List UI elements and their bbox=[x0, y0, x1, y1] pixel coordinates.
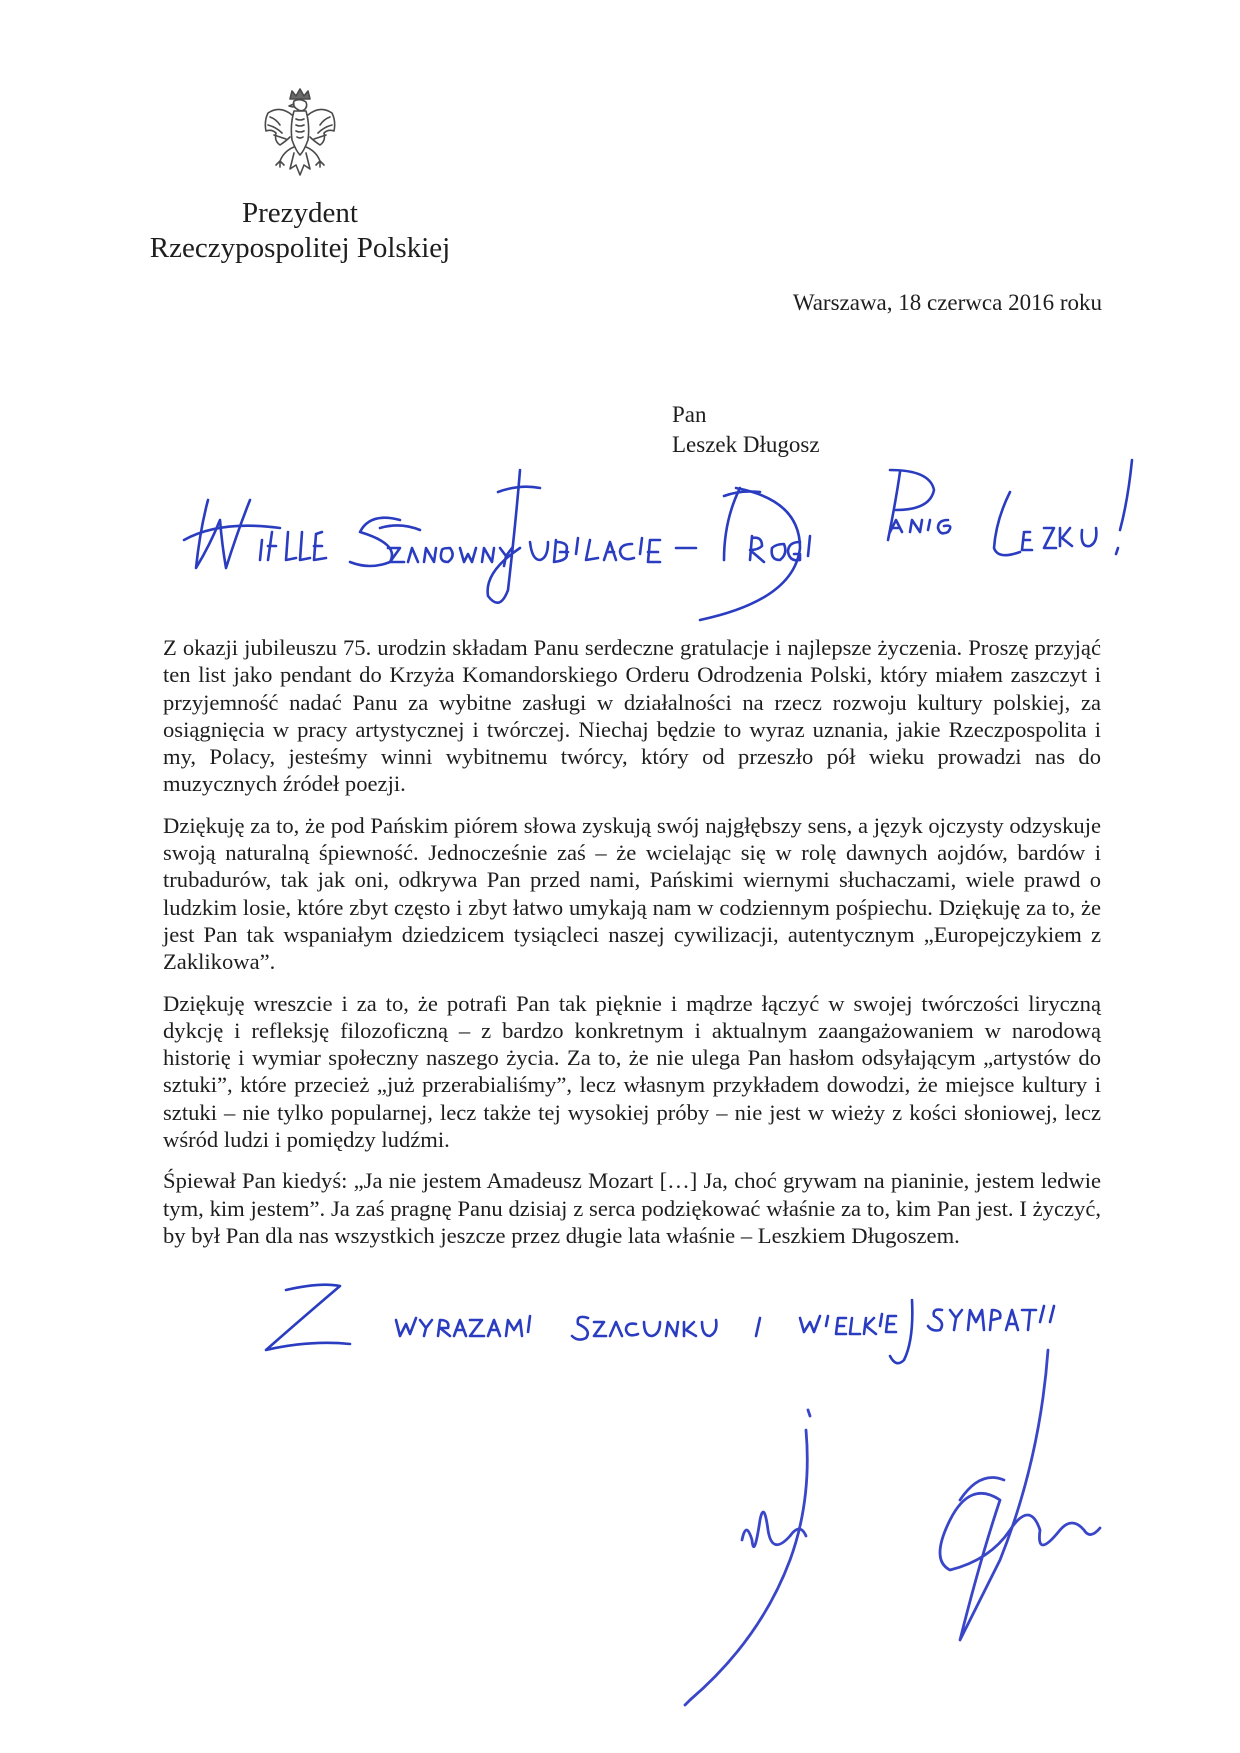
issuer-title: Prezydent bbox=[242, 197, 358, 229]
paragraph: Dziękuję za to, że pod Pańskim piórem słowa zyskują swój najgłębszy sens, a język ojczysty odzyskuje swoją naturalną śpiewność. Jednocześnie zaś – że wcielając się w rolę dawnych aojdów, bardów i trubadurów, tak jak oni, odkrywa Pan przed nami, Pańskimi wiernymi słuchaczami, wiele prawd o ludzkim losie, które zbyt często i zbyt łatwo umykają nam w codziennym pośpiechu. Dziękuję za to, że jest Pan tak wspaniałym dziedzicem tysiącleci naszej cywilizacji, autentycznym „Europejczykiem z Zaklikowa”. bbox=[163, 812, 1101, 975]
addressee-salutation: Pan bbox=[672, 402, 707, 427]
addressee bbox=[672, 400, 820, 460]
place-and-date: Warszawa, 18 czerwca 2016 roku bbox=[792, 290, 1102, 315]
issuer-heading bbox=[90, 196, 510, 266]
addressee-name: Leszek Długosz bbox=[672, 432, 820, 457]
issuer-country: Rzeczypospolitej Polskiej bbox=[149, 232, 451, 264]
paragraph: Dziękuję wreszcie i za to, że potrafi Pan tak pięknie i mądrze łączyć w swojej twórczości liryczną dykcję i refleksję filozoficzną – z bardzo konkretnym i aktualnym zaangażowaniem w narodową historię i wymiar społeczny naszego życia. Za to, że nie ulega Pan hasłom odsyłającym „artystów do sztuki”, które przecież „już przerabialiśmy”, lecz własnym przykładem dowodzi, że miejsce kultury i sztuki – nie tylko popularnej, lecz także tej wysokiej próby – nie jest w wieży z kości słoniowej, lecz wśród ludzi i pomiędzy ludźmi. bbox=[163, 990, 1101, 1153]
handwritten-greeting bbox=[0, 0, 1240, 640]
paragraph: Z okazji jubileuszu 75. urodzin składam Panu serdeczne gratulacje i najlepsze życzenia. Proszę przyjąć ten list jako pendant do Krzyża Komandorskiego Orderu Odrodzenia Polski, który miałem zaszczyt i przyjemność nadać Panu za wybitne zasługi w działalności na rzecz rozwoju kultury polskiej, za osiągnięcia w pracy artystycznej i twórczej. Niechaj będzie to wyraz uznania, jakie Rzeczpospolita i my, Polacy, jesteśmy winni wybitnemu twórcy, który od przeszło pół wieku prowadzi nas do muzycznych źródeł poezji. bbox=[163, 635, 1101, 797]
paragraph: Śpiewał Pan kiedyś: „Ja nie jestem Amadeusz Mozart […] Ja, choć grywam na pianinie, jestem ledwie tym, kim jestem”. Ja zaś pragnę Panu dzisiaj z serca podziękować właśnie za to, kim Pan jest. I życzyć, by był Pan dla nas wszystkich jeszcze przez długie lata właśnie – Leszkiem Długoszem. bbox=[163, 1168, 1101, 1248]
letter-body bbox=[163, 634, 1101, 1263]
polish-eagle-emblem-icon bbox=[250, 85, 350, 185]
